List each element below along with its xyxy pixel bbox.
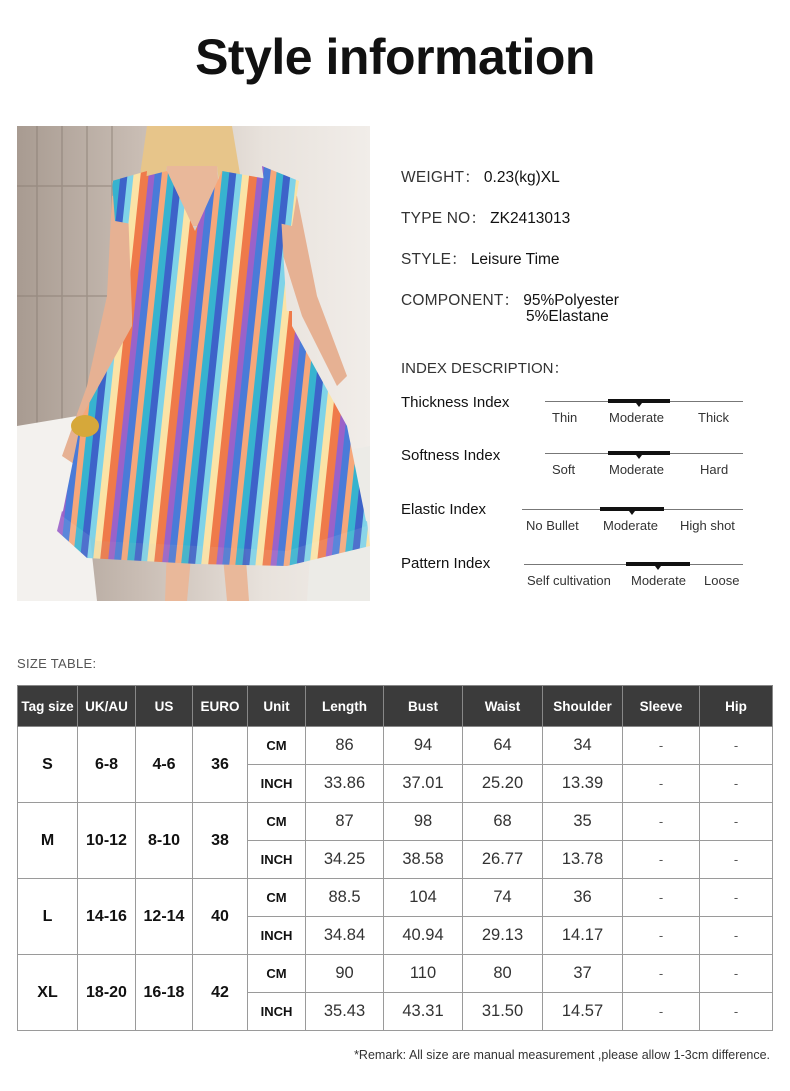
us-size: 4-6: [136, 727, 193, 803]
softness-opt-2: Moderate: [609, 462, 664, 477]
header-shoulder: Shoulder: [543, 686, 623, 727]
product-photo: [17, 126, 370, 601]
bust-cell: 94: [384, 727, 463, 765]
table-row: [18, 955, 773, 993]
bust-cell: 37.01: [384, 765, 463, 803]
length-cell: 88.5: [306, 879, 384, 917]
weight-value: 0.23(kg)XL: [483, 169, 560, 186]
shoulder-cell: 13.78: [543, 841, 623, 879]
unit-cell: INCH: [248, 841, 306, 879]
style-label: STYLE：: [401, 251, 467, 268]
elastic-index-label: Elastic Index: [401, 501, 487, 518]
softness-index-label: Softness Index: [401, 447, 501, 464]
bust-cell: 98: [384, 803, 463, 841]
shoulder-cell: 34: [543, 727, 623, 765]
shoulder-cell: 14.17: [543, 917, 623, 955]
table-row: [18, 727, 773, 765]
type-row: [401, 206, 570, 228]
waist-cell: 64: [463, 727, 543, 765]
pattern-opt-1: Self cultivation: [527, 573, 611, 588]
hip-cell: -: [700, 955, 773, 993]
length-cell: 34.25: [306, 841, 384, 879]
header-bust: Bust: [384, 686, 463, 727]
length-cell: 87: [306, 803, 384, 841]
type-value: ZK2413013: [490, 210, 571, 227]
hip-cell: -: [700, 727, 773, 765]
sleeve-cell: -: [623, 765, 700, 803]
thickness-opt-3: Thick: [698, 410, 730, 425]
shoulder-cell: 37: [543, 955, 623, 993]
elastic-opt-1: No Bullet: [526, 518, 579, 533]
size-table: [17, 685, 773, 1031]
pattern-scale: [524, 564, 743, 594]
hip-cell: -: [700, 803, 773, 841]
sleeve-cell: -: [623, 993, 700, 1031]
unit-cell: CM: [248, 727, 306, 765]
hip-cell: -: [700, 765, 773, 803]
uk-au-size: 6-8: [78, 727, 136, 803]
size-table-header: [18, 686, 773, 727]
uk-au-size: 18-20: [78, 955, 136, 1031]
component-value-2: 5%Elastane: [526, 308, 609, 325]
length-cell: 90: [306, 955, 384, 993]
euro-size: 38: [193, 803, 248, 879]
softness-scale: [545, 453, 743, 483]
bust-cell: 43.31: [384, 993, 463, 1031]
component-value-1: 95%Polyester: [523, 292, 619, 309]
tag-size: XL: [18, 955, 78, 1031]
tag-size: L: [18, 879, 78, 955]
style-value: Leisure Time: [470, 251, 560, 268]
table-row: [18, 879, 773, 917]
type-label: TYPE NO：: [401, 210, 487, 227]
thickness-opt-2: Moderate: [609, 410, 664, 425]
sleeve-cell: -: [623, 727, 700, 765]
hip-cell: -: [700, 841, 773, 879]
bust-cell: 104: [384, 879, 463, 917]
length-cell: 34.84: [306, 917, 384, 955]
elastic-opt-2: Moderate: [603, 518, 658, 533]
header-length: Length: [306, 686, 384, 727]
waist-cell: 74: [463, 879, 543, 917]
pattern-index-label: Pattern Index: [401, 555, 491, 572]
hip-cell: -: [700, 917, 773, 955]
bust-cell: 40.94: [384, 917, 463, 955]
unit-cell: CM: [248, 955, 306, 993]
header-tag-size: Tag size: [18, 686, 78, 727]
waist-cell: 80: [463, 955, 543, 993]
header-sleeve: Sleeve: [623, 686, 700, 727]
sleeve-cell: -: [623, 841, 700, 879]
bust-cell: 38.58: [384, 841, 463, 879]
thickness-opt-1: Thin: [552, 410, 578, 425]
weight-label: WEIGHT：: [401, 169, 480, 186]
euro-size: 36: [193, 727, 248, 803]
bust-cell: 110: [384, 955, 463, 993]
softness-opt-1: Soft: [552, 462, 576, 477]
sleeve-cell: -: [623, 955, 700, 993]
shoulder-cell: 36: [543, 879, 623, 917]
sleeve-cell: -: [623, 803, 700, 841]
shoulder-cell: 13.39: [543, 765, 623, 803]
pattern-opt-2: Moderate: [631, 573, 686, 588]
unit-cell: INCH: [248, 917, 306, 955]
waist-cell: 31.50: [463, 993, 543, 1031]
unit-cell: CM: [248, 803, 306, 841]
pattern-opt-3: Loose: [704, 573, 740, 588]
header-unit: Unit: [248, 686, 306, 727]
tag-size: M: [18, 803, 78, 879]
header-uk-au: UK/AU: [78, 686, 136, 727]
us-size: 12-14: [136, 879, 193, 955]
waist-cell: 25.20: [463, 765, 543, 803]
euro-size: 42: [193, 955, 248, 1031]
component-row: [401, 288, 619, 310]
thickness-index-label: Thickness Index: [401, 394, 510, 411]
us-size: 8-10: [136, 803, 193, 879]
sleeve-cell: -: [623, 879, 700, 917]
weight-row: [401, 165, 560, 187]
waist-cell: 68: [463, 803, 543, 841]
euro-size: 40: [193, 879, 248, 955]
component-row-2: [526, 308, 609, 326]
elastic-opt-3: High shot: [680, 518, 735, 533]
shoulder-cell: 35: [543, 803, 623, 841]
unit-cell: CM: [248, 879, 306, 917]
uk-au-size: 10-12: [78, 803, 136, 879]
hip-cell: -: [700, 993, 773, 1031]
thickness-scale: [545, 401, 743, 431]
header-euro: EURO: [193, 686, 248, 727]
unit-cell: INCH: [248, 765, 306, 803]
header-us: US: [136, 686, 193, 727]
length-cell: 35.43: [306, 993, 384, 1031]
style-row: [401, 247, 560, 269]
unit-cell: INCH: [248, 993, 306, 1031]
tag-size: S: [18, 727, 78, 803]
remark-note: *Remark: All size are manual measurement ,please allow 1-3cm difference.: [354, 1048, 770, 1062]
waist-cell: 26.77: [463, 841, 543, 879]
elastic-scale: [522, 509, 743, 539]
waist-cell: 29.13: [463, 917, 543, 955]
sleeve-cell: -: [623, 917, 700, 955]
table-row: [18, 803, 773, 841]
softness-opt-3: Hard: [700, 462, 729, 477]
hip-cell: -: [700, 879, 773, 917]
component-label: COMPONENT：: [401, 292, 520, 309]
length-cell: 33.86: [306, 765, 384, 803]
us-size: 16-18: [136, 955, 193, 1031]
length-cell: 86: [306, 727, 384, 765]
page-title: Style information: [195, 29, 595, 85]
header-hip: Hip: [700, 686, 773, 727]
size-table-title: SIZE TABLE:: [17, 656, 97, 671]
shoulder-cell: 14.57: [543, 993, 623, 1031]
index-title: INDEX DESCRIPTION：: [401, 360, 569, 377]
uk-au-size: 14-16: [78, 879, 136, 955]
header-waist: Waist: [463, 686, 543, 727]
